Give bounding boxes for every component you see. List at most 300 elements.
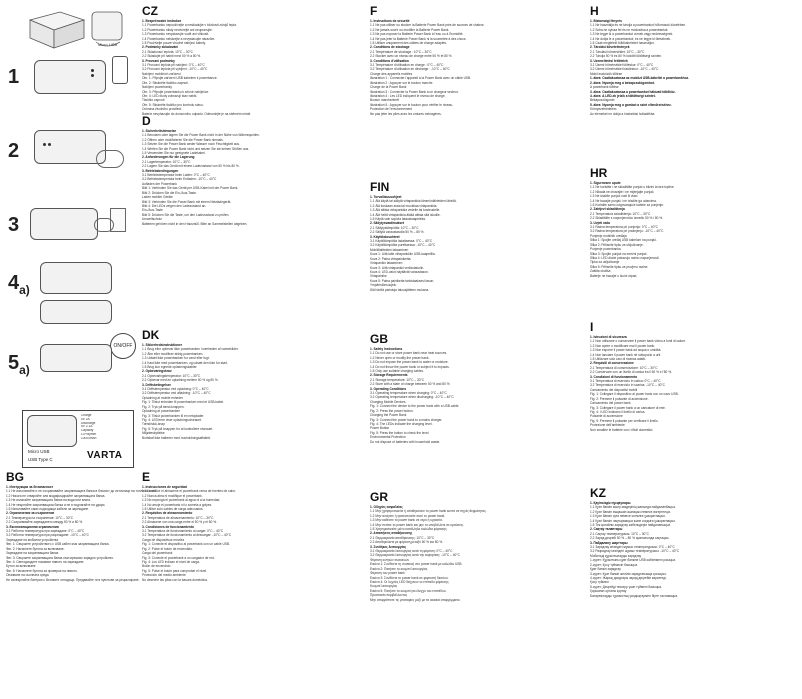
section-line: Protection de l'environnement [370, 107, 413, 112]
section-line: 1. Instructions de sécurité [370, 19, 410, 23]
section-line: Фиг. 4: Светодиодите показват нивото на зареждане. [6, 559, 85, 564]
section-line: 2.2 Skladištite s napunjenošću između 50 % i 80 %. [590, 216, 664, 221]
section-line: Illustration 5 : Appuyer sur le bouton pour vérifier le niveau. [370, 102, 454, 107]
section-line: Фиг. 2: Натиснете бутона за включване. [6, 546, 65, 551]
section-line: Carga del powerbank [142, 551, 173, 556]
section-line: Εικόνα 4: Οι λυχνίες LED δείχνουν το επίπεδο φόρτισης. [370, 579, 450, 584]
section-line: 1.3 Powerbanku nevystavujte vodě ani vlhkosti. [142, 32, 209, 37]
section-e [142, 470, 354, 582]
section-line: Az elemeket ne dobja a háztartási hulladékba. [590, 111, 656, 116]
section-kz [590, 486, 802, 598]
section-line: 2.1 Сақтау температурасы: 10°C – 30°C [590, 531, 649, 536]
section-line: Nabíjení powerbanky [142, 85, 172, 90]
section-line: 2.1 Température de stockage : 10°C – 30°C [370, 49, 432, 54]
section-line: Kuva 4: LED-valot näyttävät varaustason. [370, 269, 429, 274]
section-line: 1.1 Brug eller opbevar ikke powerbanken i nærheden af varmekilder. [142, 347, 239, 352]
section-line: Fig. 4: Los LED indican el nivel de carga. [142, 559, 200, 564]
section-line: 2. Podmínky skladování [142, 45, 179, 50]
section-line: 2. Zahtjevi skladištenja [590, 207, 625, 212]
step-number-1: 1 [8, 66, 20, 88]
section-h [590, 4, 802, 116]
section-line: 1.1 Ne használja és ne tárolja a powerbankot hőforrások közelében. [590, 23, 687, 28]
section-line: 2.2 Säilytä varaustasolla 50 % – 80 %. [370, 230, 425, 235]
section-line: Carga de dispositivos móviles [142, 537, 185, 542]
spec-list: Charge 5V 2A Discharge 5V 2.1A Capacity Li-Polymer 10000mAh [81, 414, 97, 440]
onoff-button-icon: ON/OFF [110, 333, 136, 359]
section-line: 1.3 No exponga el powerbank al agua ni a la humedad. [142, 498, 221, 503]
section-line: Εικόνα 1: Συνδέστε τη συσκευή στο power bank με καλώδιο USB. [370, 562, 463, 567]
section-line: 1.1 Ne koristite i ne skladištite punjač u blizini izvora topline. [590, 185, 675, 190]
section-line: Зареждане на мобилни устройства [6, 537, 59, 542]
section-line: Slika 2: Pritisnite tipku za uključivanje. [590, 242, 644, 247]
section-line: 1.3 Не излагайте захранващата банка на вода или влага. [6, 498, 91, 503]
section-line: 1.1 Не използвайте и не съхранявайте захранващата банка в близост до източници на топлина, като [6, 489, 156, 494]
section-line: 3.1 Provozní teplota při nabíjení: 0°C – 40°C [142, 63, 205, 68]
section-line: 1.2 Μην ανοίγετε ή τροποποιείτε ποτέ το power bank. [370, 513, 446, 518]
section-line: Батареяларды тұрмыстық қалдықтармен бірге тастамаңыз. [590, 593, 679, 598]
section-line: 3.1 Üzemi hőmérséklet töltéskor: 0°C – 40°C [590, 63, 654, 68]
section-gr [370, 490, 582, 602]
section-line: Obr. 5: Stiskněte tlačítko pro kontrolu stavu. [142, 102, 204, 107]
section-line: Obr. 3: Připojte powerbanku k síťové nabíječce. [142, 89, 210, 94]
section-line: Botón de encendido [142, 564, 171, 569]
section-line: 1.4 Қуат банкін лақтырмаңыз және соққыға ұшыратпаңыз. [590, 518, 676, 523]
section-line: 1.2 Älä koskaan avaa tai muokkaa virtapankkia. [370, 203, 438, 208]
section-line: 3.1 Θερμοκρασία λειτουργίας κατά τη φόρτιση: 0°C – 40°C [370, 549, 453, 554]
section-line: 2. Requisiti di conservazione [590, 361, 634, 366]
section-line: 3.1 Température d'utilisation en charge : 0°C – 40°C [370, 63, 444, 68]
section-line: Zaštita okoliša [590, 269, 611, 274]
port-label-usb-c: USB Type C [28, 457, 53, 462]
section-line: 1.1 Μην χρησιμοποιείτε ή αποθηκεύετε το power bank κοντά σε πηγές θερμότητας. [370, 509, 487, 514]
section-line: 2. ábra: Nyomja meg a bekapcsológombot. [590, 80, 655, 85]
step-number-4: $4_{a)}$ [8, 272, 30, 297]
section-line: 1.3 Ne pas exposer la Batterie Power Bank à l'eau ou à l'humidité. [370, 32, 464, 37]
section-line: 3.2 Üzemi hőmérséklet kisütéskor: -10°C – 40°C [590, 67, 659, 72]
section-line: 1. Turvallisuusohjeet [370, 195, 402, 199]
section-line: 1.2 Никога не отваряйте или модифицирайте захранващата банка. [6, 493, 106, 498]
section-line: Fig. 5: Press the button to check the level. [370, 430, 430, 435]
section-line: 1.3 Älä altista virtapankkia vedelle tai kosteudelle. [370, 208, 441, 213]
section-i [590, 320, 802, 432]
section-line: 1. Istruzioni di sicurezza [590, 335, 627, 339]
language-heading-hr: HR [590, 166, 608, 180]
section-line: Tipka za uključivanje [590, 260, 620, 265]
section-line: 1.5 Koristite samo odgovarajuće kabele za punjenje. [590, 203, 664, 208]
product-label [22, 410, 134, 468]
powerbank-image-1 [34, 60, 106, 94]
section-line: 3.2 Température d'utilisation en décharge : -10°C – 40°C [370, 67, 450, 72]
section-line: Protección del medio ambiente [142, 573, 186, 578]
section-line: 3.2 Provozní teplota při vybíjení: -10°C – 40°C [142, 67, 208, 72]
section-line: Aufladen der Powerbank [142, 181, 177, 186]
language-heading-cz: CZ [142, 4, 158, 18]
section-line: Virtapankin lataaminen [370, 261, 403, 266]
section-line: Bouton marche/arrêt [370, 98, 400, 103]
section-line: 1. Bezpečnostní instrukce [142, 19, 182, 23]
package-illustration [22, 6, 128, 50]
section-line: Εικόνα 5: Πατήστε το κουμπί για έλεγχο του επιπέδου. [370, 588, 447, 593]
section-line: 3.1 Driftstemperatur ved opladning: 0°C – 40°C [142, 387, 209, 392]
language-heading-i: I [590, 320, 594, 334]
section-line: 1.2 Never open or modify the power bank. [370, 355, 430, 360]
section-line: Bild 5: Drücken Sie die Taste, um den Ladezustand zu prüfen. [142, 212, 230, 217]
section-line: 3.2 Operating temperature when discharging: -10°C – 40°C [370, 395, 454, 400]
section-line: Tænd/sluk-knap [142, 422, 165, 427]
section-line: Εικόνα 2: Πατήστε το κουμπί λειτουργίας. [370, 566, 429, 571]
section-line: Не изхвърляйте батерии с битовите отпадъци. Предавайте ги в пунктове за рециклиране. [6, 577, 140, 582]
section-line: 2.2 Съхранявайте зареждането между 50 % и 80 %. [6, 520, 83, 525]
section-line: Φόρτιση του power bank [370, 571, 405, 576]
section-line: 2. Tárolási követelmények [590, 45, 630, 50]
section-line: Non smaltire le batterie con i rifiuti domestici. [590, 427, 654, 432]
section-line: 2-сурет: Қосу түймесін басыңыз. [590, 562, 638, 567]
language-heading-h: H [590, 4, 599, 18]
section-line: Fig. 3: Tilslut powerbanken til en netoplader. [142, 413, 205, 418]
section-line: Environmental Protection [370, 435, 406, 440]
section-line: Fig. 3: Connect the power bank to a mains charger. [370, 417, 443, 422]
section-line: 1.4 Не хвърляйте захранващата банка и не я подлагайте на удари. [6, 502, 106, 507]
section-line: Fig. 5: Pulse el botón para comprobar el nivel. [142, 568, 208, 573]
section-line: Қоршаған ортаны қорғау [590, 589, 627, 594]
section-line: 1.3 Ne tegye ki a powerbankot víznek vagy nedvességnek. [590, 32, 674, 37]
section-line: 1.4 Powerbanku neházejte a nevystavujte nárazům. [142, 36, 216, 41]
section-line: 2.1 Temperatura di conservazione: 10°C – 30°C [590, 365, 658, 370]
section-line: 1.2 Nunca abra ni modifique el powerbank. [142, 493, 203, 498]
section-line: A powerbank töltése [590, 85, 619, 90]
step-number-2: 2 [8, 140, 20, 162]
section-line: Do not dispose of batteries with household waste. [370, 439, 441, 444]
step-number-5: $5_{a)}$ [8, 352, 30, 377]
section-line: Fig. 1: Connect the device to the power bank with a USB cable. [370, 404, 460, 409]
section-line: 3.2 Разрядтау кезіндегі жұмыс температурасы: -10°C – 40°C [590, 549, 680, 554]
section-line: Mobiililaitteiden lataaminen [370, 247, 409, 252]
section-line: 3.1 Работна температура при зареждане: 0°C – 40°C [6, 529, 85, 534]
section-line: 2.2 Skladujte při nabití mezi 50 % a 80 %. [142, 54, 202, 59]
section-line: 3-сурет: Қуат банкін желілік зарядтағышқа қосыңыз. [590, 571, 667, 576]
section-line: 1. Biztonsági fényrés [590, 19, 622, 23]
section-line: 1.4 Ne bacajte punjač i ne izlažite ga udarcima. [590, 198, 657, 203]
section-line: 1.1 Benutzen oder lagern Sie die Power Bank nicht in der Nähe von Wärmequellen. [142, 133, 260, 138]
section-line: 1.2 Åbn eller modificer aldrig powerbanken. [142, 351, 204, 356]
section-line: 3.2 Θερμοκρασία λειτουργίας κατά την εκφόρτιση: -10°C – 40°C [370, 553, 460, 558]
section-line: 2. Ограничения за съхранение [6, 511, 55, 516]
section-line: Fig. 4: LED'erne viser opladningsniveauet. [142, 417, 202, 422]
section-line: 3.2 Betriebstemperatur beim Entladen: -10°C – 40°C [142, 177, 217, 182]
powerbank-image-3 [30, 208, 98, 240]
section-line: 5-сурет: Деңгейді тексеру үшін түймені басыңыз. [590, 584, 663, 589]
language-heading-gr: GR [370, 490, 388, 504]
section-line: 1.3 Қуат банкін суға немесе ылғалға ұшыратпаңыз. [590, 514, 666, 519]
section-line: Фиг. 5: Натиснете бутона за проверка на нивото. [6, 568, 78, 573]
section-line: Φόρτιση κινητών συσκευών [370, 557, 410, 562]
section-line: 1. Қауіпсіздік нұсқаулары [590, 501, 631, 505]
section-line: Bekapcsológomb [590, 98, 615, 103]
powerbank-image-5 [40, 344, 112, 372]
section-line: 3.2 Temperatura de funcionamiento al descargar: -10°C – 40°C [142, 533, 232, 538]
section-line: Illustration 4 : Les LED indiquent le niveau de charge. [370, 93, 446, 98]
section-line: 1. Sikkerhedsinstruktioner [142, 343, 183, 347]
section-line: 2. Storage Requirements [370, 373, 408, 378]
language-heading-dk: DK [142, 328, 160, 342]
section-line: 3. Пайдалану шарттары [590, 540, 628, 545]
section-line: 2.2 Store with a state of charge between 50 % and 80 %. [370, 382, 451, 387]
section-line: 1.5 Utiliser uniquement des câbles de charge adaptés. [370, 41, 447, 46]
section-line: 3.2 Käyttölämpötila purettaessa: -10°C – 40°C [370, 243, 436, 248]
section-line: 3. Експлоатационни ограничения [6, 524, 59, 529]
section-fin [370, 180, 582, 292]
section-line: Fig. 1: Conecte el dispositivo al powerbank con un cable USB. [142, 542, 230, 547]
section-line: 1.4 Non lanciare il power bank né sottoporlo a urti. [590, 352, 662, 357]
section-line: Pulsante di accensione [590, 414, 623, 419]
usb-cable-icon [96, 150, 124, 168]
section-line: Punjenje mobilnih uređaja [590, 233, 627, 238]
section-line: Környezetvédelem [590, 107, 617, 112]
section-line: 2. Opbevaringskrav [142, 369, 172, 374]
section-line: 2.1 Θερμοκρασία αποθήκευσης: 10°C – 30°C [370, 535, 435, 540]
section-line: 3.2 Driftstemperatur ved afladning: -10°C – 40°C [142, 391, 211, 396]
section-line: 3. Käyttöolosuhteet [370, 234, 400, 239]
section-line: 3. Provozní podmínky [142, 58, 175, 63]
section-line: Қуат банкін зарядтау [590, 567, 621, 572]
section-line: 1.4 Ne dobja le a powerbankot, és ne tegye ki ütéseknek. [590, 36, 671, 41]
section-line: Illustration 3 : Connecter la Power Bank à un chargeur secteur. [370, 89, 459, 94]
section-line: 1.4 Ne pas jeter la Batterie Power Bank ni la soumettre à des chocs. [370, 36, 467, 41]
section-line: Bild 1: Verbinden Sie das Gerät per USB-Kabel mit der Power Bank. [142, 186, 239, 191]
powerbank-image-4a [40, 262, 112, 294]
section-line: 1.1 Non utilizzare o conservare il power bank vicino a fonti di calore. [590, 339, 687, 344]
section-line: Fig. 3: Collegare il power bank a un caricatore di rete. [590, 405, 666, 410]
section-line: 2.1 Skladovací teplota: 10°C – 30°C [142, 49, 193, 54]
section-line: Baterije ne bacajte u kućni otpad. [590, 273, 638, 278]
box-label: Micro USB [98, 42, 118, 47]
section-line: 1.5 Utilice solo cables de carga adecuados. [142, 507, 204, 512]
section-line: Fig. 4: I LED indicano il livello di carica. [590, 409, 646, 414]
language-heading-fin: FIN [370, 180, 390, 194]
section-line: 1. Sicherheitshinweise [142, 129, 177, 133]
section-line: 3. Uvjeti rada [590, 220, 610, 225]
powerbank-product-image [27, 415, 77, 447]
section-line: Protezione dell'ambiente [590, 423, 625, 428]
section-line: Obr. 1: Připojte zařízení USB kabelem k powerbance. [142, 76, 218, 81]
section-line: Nabíjení mobilních zařízení [142, 71, 181, 76]
section-line: Fig. 3: Conecte el powerbank a un cargador de red. [142, 555, 215, 560]
section-line: 1.2 Öffnen oder modifizieren Sie die Power Bank niemals. [142, 137, 224, 142]
section-line: 3.1 Temperatura di esercizio in carica: 0°C – 40°C [590, 379, 661, 384]
section-line: 1-сурет: Құрылғыны қуат банкіне USB кабелімен қосыңыз. [590, 558, 676, 563]
section-line: 1.5 Χρησιμοποιείτε μόνο κατάλληλα καλώδια φόρτισης. [370, 527, 448, 532]
section-line: Älä hävitä paristoja talousjätteen mukana. [370, 287, 430, 292]
section-line: 1.3 Ne izlažite punjač vodi ili vlazi. [590, 194, 639, 199]
section-line: 2.2 Заряд деңгейі 50 % – 80 % аралығында сақтаңыз. [590, 536, 670, 541]
section-line: Μην απορρίπτετε τις μπαταρίες μαζί με τα οικιακά απορρίμματα. [370, 597, 461, 602]
section-line: Ochrana životního prostředí [142, 107, 182, 112]
section-line: 1. Instrucciones de seguridad [142, 485, 187, 489]
section-line: Fig. 2: Tryk på tænd-knappen. [142, 404, 185, 409]
section-line: 1.5 Използвайте само подходящи кабели за зареждане. [6, 507, 90, 512]
section-line: 4. ábra: A LED-ek jelzik a töltöttségi szintet. [590, 93, 656, 98]
section-line: 2.2 Almacene con una carga entre el 50 % y el 80 %. [142, 520, 217, 525]
section-line: 1. Sigurnosne upute [590, 181, 621, 185]
section-line: 1.4 Kast ikke med powerbanken, og udsæt den ikke for stød. [142, 360, 228, 365]
section-line: 1.3 Non esporre il power bank ad acqua o umidità. [590, 348, 662, 353]
section-line: 2. Απαιτήσεις αποθήκευσης [370, 531, 413, 536]
phone-icon [112, 56, 128, 84]
section-line: Obr. 2: Stiskněte tlačítko zapnutí. [142, 80, 189, 85]
section-line: 2.2 Stocker avec un niveau de charge entre 50 % et 80 %. [370, 54, 453, 59]
section-line: 2.1 Tárolási hőmérséklet: 10°C – 30°C [590, 49, 645, 54]
section-line: Virtapainike [370, 274, 387, 279]
section-line: 2.1 Temperatura de almacenamiento: 10°C – 30°C [142, 515, 214, 520]
section-line: 1.2 Nikada ne otvarajte i ne mijenjajte punjač. [590, 189, 655, 194]
section-line: 2. Requisitos de almacenamiento [142, 511, 193, 516]
section-line: Kuva 1: Liitä laite virtapankkiin USB-kaapelilla. [370, 252, 436, 257]
section-line: 3.1 Temperatura de funcionamiento al cargar: 0°C – 40°C [142, 529, 224, 534]
section-line: 1. ábra: Csatlakoztassa az eszközt USB-kábellel a powerbankhoz. [590, 76, 690, 81]
section-line: Tlačítko zapnutí [142, 98, 165, 103]
language-heading-f: F [370, 4, 378, 18]
section-line: 3.2 Работна температура при разреждане: -10°C – 40°C [6, 533, 89, 538]
section-line: Fig. 5: Tryk på knappen for at kontrollere niveauet. [142, 426, 214, 431]
section-line: 1.4 Do not throw the power bank or subject it to impacts. [370, 364, 450, 369]
section-line: 2.2 Lagern Sie das Gerät mit einem Ladezustand von 50 % bis 80 %. [142, 164, 240, 169]
section-line: Baterie nevyhazujte do domovního odpadu. Odevzdejte je na sběrném místě. [142, 111, 252, 116]
section-line: 2. Сақтау талаптары [590, 527, 623, 532]
section-line: 1.2 Powerbanku nikdy neotvírejte ani neupravujte. [142, 27, 213, 32]
section-line: Batterien gehören nicht in den Hausmüll. Bitte an Sammelstellen abgeben. [142, 221, 248, 226]
section-hr [590, 166, 802, 278]
section-line: 2.1 Opbevaringstemperatur: 10°C – 30°C [142, 373, 201, 378]
section-gb [370, 332, 582, 444]
section-line: 1.5 Käytä vain sopivia latauskaapeleita. [370, 217, 426, 222]
section-line: 3. Condizioni di funzionamento [590, 374, 638, 379]
section-line: 1. Οδηγίες ασφαλείας [370, 505, 403, 509]
section-line: 1.5 Verwenden Sie nur geeignete Ladekabel. [142, 151, 206, 156]
section-line: Caricamento del power bank [590, 401, 631, 406]
section-line: 1.4 Werfen Sie die Power Bank nicht und setzen Sie sie keinen Stößen aus. [142, 146, 250, 151]
section-line: 3. Conditions d'utilisation [370, 58, 409, 63]
section-line: Laden mobiler Geräte [142, 195, 173, 200]
section-line: 1.4 No arroje el powerbank ni lo someta a golpes. [142, 502, 213, 507]
section-line: Bild 2: Drücken Sie die Ein-/Aus-Taste. [142, 190, 197, 195]
language-heading-bg: BG [6, 470, 24, 484]
section-line: 3.1 Зарядтау кезіндегі жұмыс температурасы: 0°C – 40°C [590, 545, 675, 550]
section-line: Charging Mobile Devices [370, 399, 406, 404]
section-line: 2. Säilytysvaatimukset [370, 221, 405, 226]
section-line: 1.5 Csak megfelelő töltőkábeleket használjon. [590, 41, 655, 46]
section-line: Slika 4: LED diode pokazuju razinu napunjenosti. [590, 255, 660, 260]
port-label-micro-usb: Micro USB [28, 449, 50, 454]
section-line: 1.4 Älä heitä virtapankkia äläkä altista sitä iskuille. [370, 212, 441, 217]
section-line: Опазване на околната среда [6, 573, 49, 578]
section-line: Зареждане на захранващата банка [6, 551, 59, 556]
section-line: 2.1 Säilytyslämpötila: 10°C – 30°C [370, 225, 419, 230]
section-line: Kuva 3: Liitä virtapankki verkkolaturiin. [370, 265, 425, 270]
section-line: 1.3 Udsæt ikke powerbanken for vand eller fugt. [142, 356, 210, 361]
section-line: 2.1 Температура на съхранение: 10°C – 30°C [6, 515, 74, 520]
section-line: Fig. 1: Collegare il dispositivo al power bank con un cavo USB. [590, 392, 679, 397]
section-line: Ympäristönsuojelu [370, 283, 397, 288]
section-line: 4-сурет: Жарық диодтары заряд деңгейін көрсетеді. [590, 575, 667, 580]
section-line: 1.1 Powerbanku nepoužívejte a neskladujte v blízkosti zdrojů tepla. [142, 23, 237, 28]
section-line: 2.1 Lagertemperatur: 10°C – 30°C [142, 159, 191, 164]
section-line: Slika 5: Pritisnite tipku za provjeru razine. [590, 264, 649, 269]
section-line: Charge de la Power Bank [370, 85, 407, 90]
section-line: Opladning af powerbanken [142, 409, 181, 414]
section-line: 3.1 Betriebstemperatur beim Laden: 0°C – 40°C [142, 173, 210, 178]
section-line: Fig. 4: The LEDs indicate the charging level. [370, 421, 433, 426]
section-line: 1.2 Ne jamais ouvrir ou modifier la Batterie Power Bank. [370, 27, 450, 32]
section-line: 2.1 Temperatura skladištenja: 10°C – 30°C [590, 211, 651, 216]
section-line: Бутон за включване [6, 564, 36, 569]
section-line: Фиг. 3: Свържете захранващата банка към мрежово зарядно устройство. [6, 555, 114, 560]
section-dk [142, 328, 354, 440]
section-line: 1.1 Қуат банкін жылу көздерінің жанында пайдаланбаңыз. [590, 505, 676, 510]
section-line: 1.2 Non aprire o modificare mai il power bank. [590, 343, 656, 348]
section-line: Caricamento dei dispositivi mobili [590, 387, 638, 392]
section-line: Bortskaf ikke batterier med husholdningsaffaldet. [142, 435, 211, 440]
section-line: Power Button [370, 426, 390, 431]
section-line: 3. Betriebsbedingungen [142, 168, 179, 173]
section-line: 2.2 Tárolja 50 % és 80 % közötti töltöttségi szinten. [590, 54, 663, 59]
language-heading-e: E [142, 470, 151, 484]
section-line: Illustration 2 : Appuyer sur le bouton marche. [370, 80, 434, 85]
section-line: 2. Anforderungen für die Lagerung [142, 155, 195, 160]
section-line: Slika 3: Spojite punjač na mrežni punjač. [590, 251, 648, 256]
section-line: Fig. 1: Tilslut enheden til powerbanken med et USB-kabel. [142, 400, 225, 405]
section-line: Κουμπί λειτουργίας [370, 584, 398, 589]
language-heading-kz: KZ [590, 486, 606, 500]
section-line: 1.2 Soha ne nyissa fel és ne módosítsa a powerbankot. [590, 27, 669, 32]
section-line: Opladning af mobile enheder [142, 395, 183, 400]
section-line: 3. Driftsbetingelser [142, 382, 171, 387]
section-line: 1.4 Μην πετάτε το power bank και μην το υποβάλλετε σε κρούσεις. [370, 522, 464, 527]
section-line: 3. Üzemeltetési feltételek [590, 58, 628, 63]
section-line: 1.2 Қуат банкін ешқашан ашпаңыз немесе өзгертпеңіз. [590, 509, 671, 514]
section-line: Ne pas jeter les piles avec les ordures ménagères. [370, 111, 442, 116]
charging-cable-icon [94, 218, 114, 232]
section-line: 3. Συνθήκες λειτουργίας [370, 544, 407, 549]
section-line: 3. Condiciones de funcionamiento [142, 524, 194, 529]
section-line: Charging the Power Bank [370, 413, 407, 418]
section-line: 1.3 Μην εκθέτετε το power bank σε νερό ή υγρασία. [370, 518, 443, 523]
section-line: 3. Operating Conditions [370, 386, 407, 391]
section-line: Illustration 1 : Connecter l'appareil à la Power Bank avec un câble USB. [370, 76, 472, 81]
language-heading-gb: GB [370, 332, 388, 346]
step-number-3: 3 [8, 214, 20, 236]
section-line: 1.1 Do not use or store power bank near heat sources. [370, 351, 448, 356]
powerbank-image-4b [40, 300, 112, 324]
section-line: 1.5 Brug kun egnede opladningskabler. [142, 365, 198, 370]
section-line: Mobil eszközök töltése [590, 71, 623, 76]
section-line: No deseche las pilas con la basura doméstica. [142, 577, 208, 582]
section-line: 1.1 Älä käytä tai säilytä virtapankkia lämmönlähteiden lähellä. [370, 199, 457, 204]
section-line: Slika 1: Spojite uređaj USB kabelom na punjač. [590, 238, 657, 243]
section-line: Bild 4: Die LEDs zeigen den Ladezustand an. [142, 203, 207, 208]
section-line: 3. ábra: Csatlakoztassa a powerbankot hálózati töltőhöz. [590, 89, 676, 94]
section-line: 3.1 Käyttölämpötila ladattaessa: 0°C – 40°C [370, 239, 433, 244]
section-line: 3.2 Radna temperatura pri pražnjenju: -10°C – 40°C [590, 229, 664, 234]
section-line: 1.5 Utilizzare solo cavi di ricarica adatti. [590, 357, 646, 362]
section-line: Punjenje powerbanka [590, 247, 621, 252]
section-line: Charge des appareils mobiles [370, 71, 413, 76]
section-line: Мобильді құрылғыларды зарядтау [590, 553, 642, 558]
section-line: 1.5 Only use suitable charging cables. [370, 369, 424, 374]
section-line: 1.1 Ne pas utiliser ou stocker la Batterie Power Bank près de sources de chaleur. [370, 23, 485, 28]
section-line: Kuva 5: Paina painiketta tarkistaaksesi tason. [370, 278, 435, 283]
section-line: 1.1 No utilice ni almacene el powerbank cerca de fuentes de calor. [142, 489, 236, 494]
section-line: Obr. 4: LED diody zobrazují stav nabití. [142, 93, 198, 98]
